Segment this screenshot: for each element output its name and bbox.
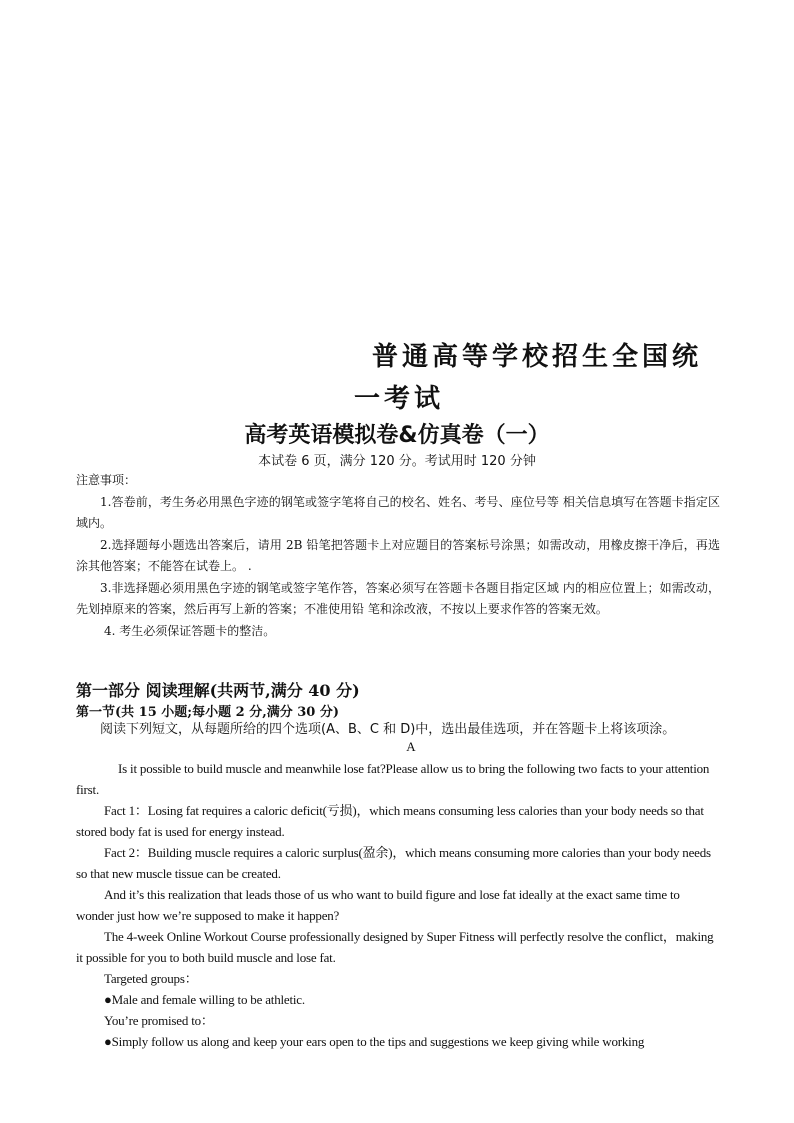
- passage-paragraph: You’re promised to：: [104, 1013, 214, 1028]
- part-1-heading: 第一部分 阅读理解(共两节,满分 40 分): [76, 681, 360, 700]
- passage-paragraph: ●Male and female willing to be athletic.: [104, 992, 305, 1007]
- reading-instructions: 阅读下列短文，从每题所给的四个选项(A、B、C 和 D)中，选出最佳选项，并在答题卡上将该项涂。: [100, 722, 676, 737]
- note-item-4: 4. 考生必须保证答题卡的整洁。: [104, 623, 276, 638]
- passage-paragraph: Targeted groups：: [104, 971, 198, 986]
- notes-section: [76, 470, 720, 642]
- notes-title: 注意事项：: [76, 473, 137, 487]
- passage-a: [76, 758, 716, 1052]
- passage-paragraph: ●Simply follow us along and keep your ears open to the tips and suggestions we keep giving while working: [104, 1034, 645, 1049]
- note-item-3: 3.非选择题必须用黑色字迹的钢笔或签字笔作答，答案必须写在答题卡各题目指定区域 内的相应位置上；如需改动，先划掉原来的答案，然后再写上新的答案；不准使用铅 笔和涂改液，不按以上要求作答的答案无效。: [76, 580, 720, 616]
- passage-paragraph: Is it possible to build muscle and meanwhile lose fat?Please allow us to bring the following two facts to your attention first.: [76, 761, 710, 797]
- exam-meta: 本试卷 6 页，满分 120 分。考试用时 120 分钟: [258, 454, 536, 469]
- passage-paragraph: And it’s this realization that leads those of us who want to build figure and lose fat ideally at the exact same time to wonder just how we’re supposed to make it happen?: [76, 887, 680, 923]
- note-item-1: 1.答卷前，考生务必用黑色字迹的钢笔或签字笔将自己的校名、姓名、考号、座位号等 相关信息填写在答题卡指定区域内。: [76, 494, 720, 530]
- exam-title-line-2: 一考试: [354, 384, 445, 414]
- section-1-heading: 第一节(共 15 小题;每小题 2 分,满分 30 分): [76, 705, 340, 720]
- exam-title-line-1: 普通高等学校招生全国统: [372, 342, 703, 372]
- passage-paragraph: Fact 2：Building muscle requires a caloric surplus(盈余)，which means consuming more calories than your body needs so that new muscle tissue can be created.: [76, 845, 711, 881]
- passage-paragraph: Fact 1：Losing fat requires a caloric deficit(亏损)，which means consuming less calories than your body needs so that stored body fat is used for energy instead.: [76, 803, 704, 839]
- note-item-2: 2.选择题每小题选出答案后，请用 2B 铅笔把答题卡上对应题目的答案标号涂黑；如需改动，用橡皮擦干净后，再选涂其他答案；不能答在试卷上。 .: [76, 537, 720, 573]
- passage-label: A: [406, 739, 416, 754]
- exam-subtitle: 高考英语模拟卷&仿真卷（一）: [244, 423, 550, 448]
- passage-paragraph: The 4-week Online Workout Course professionally designed by Super Fitness will perfectly resolve the conflict，making it possible for you to both build muscle and lose fat.: [76, 929, 714, 965]
